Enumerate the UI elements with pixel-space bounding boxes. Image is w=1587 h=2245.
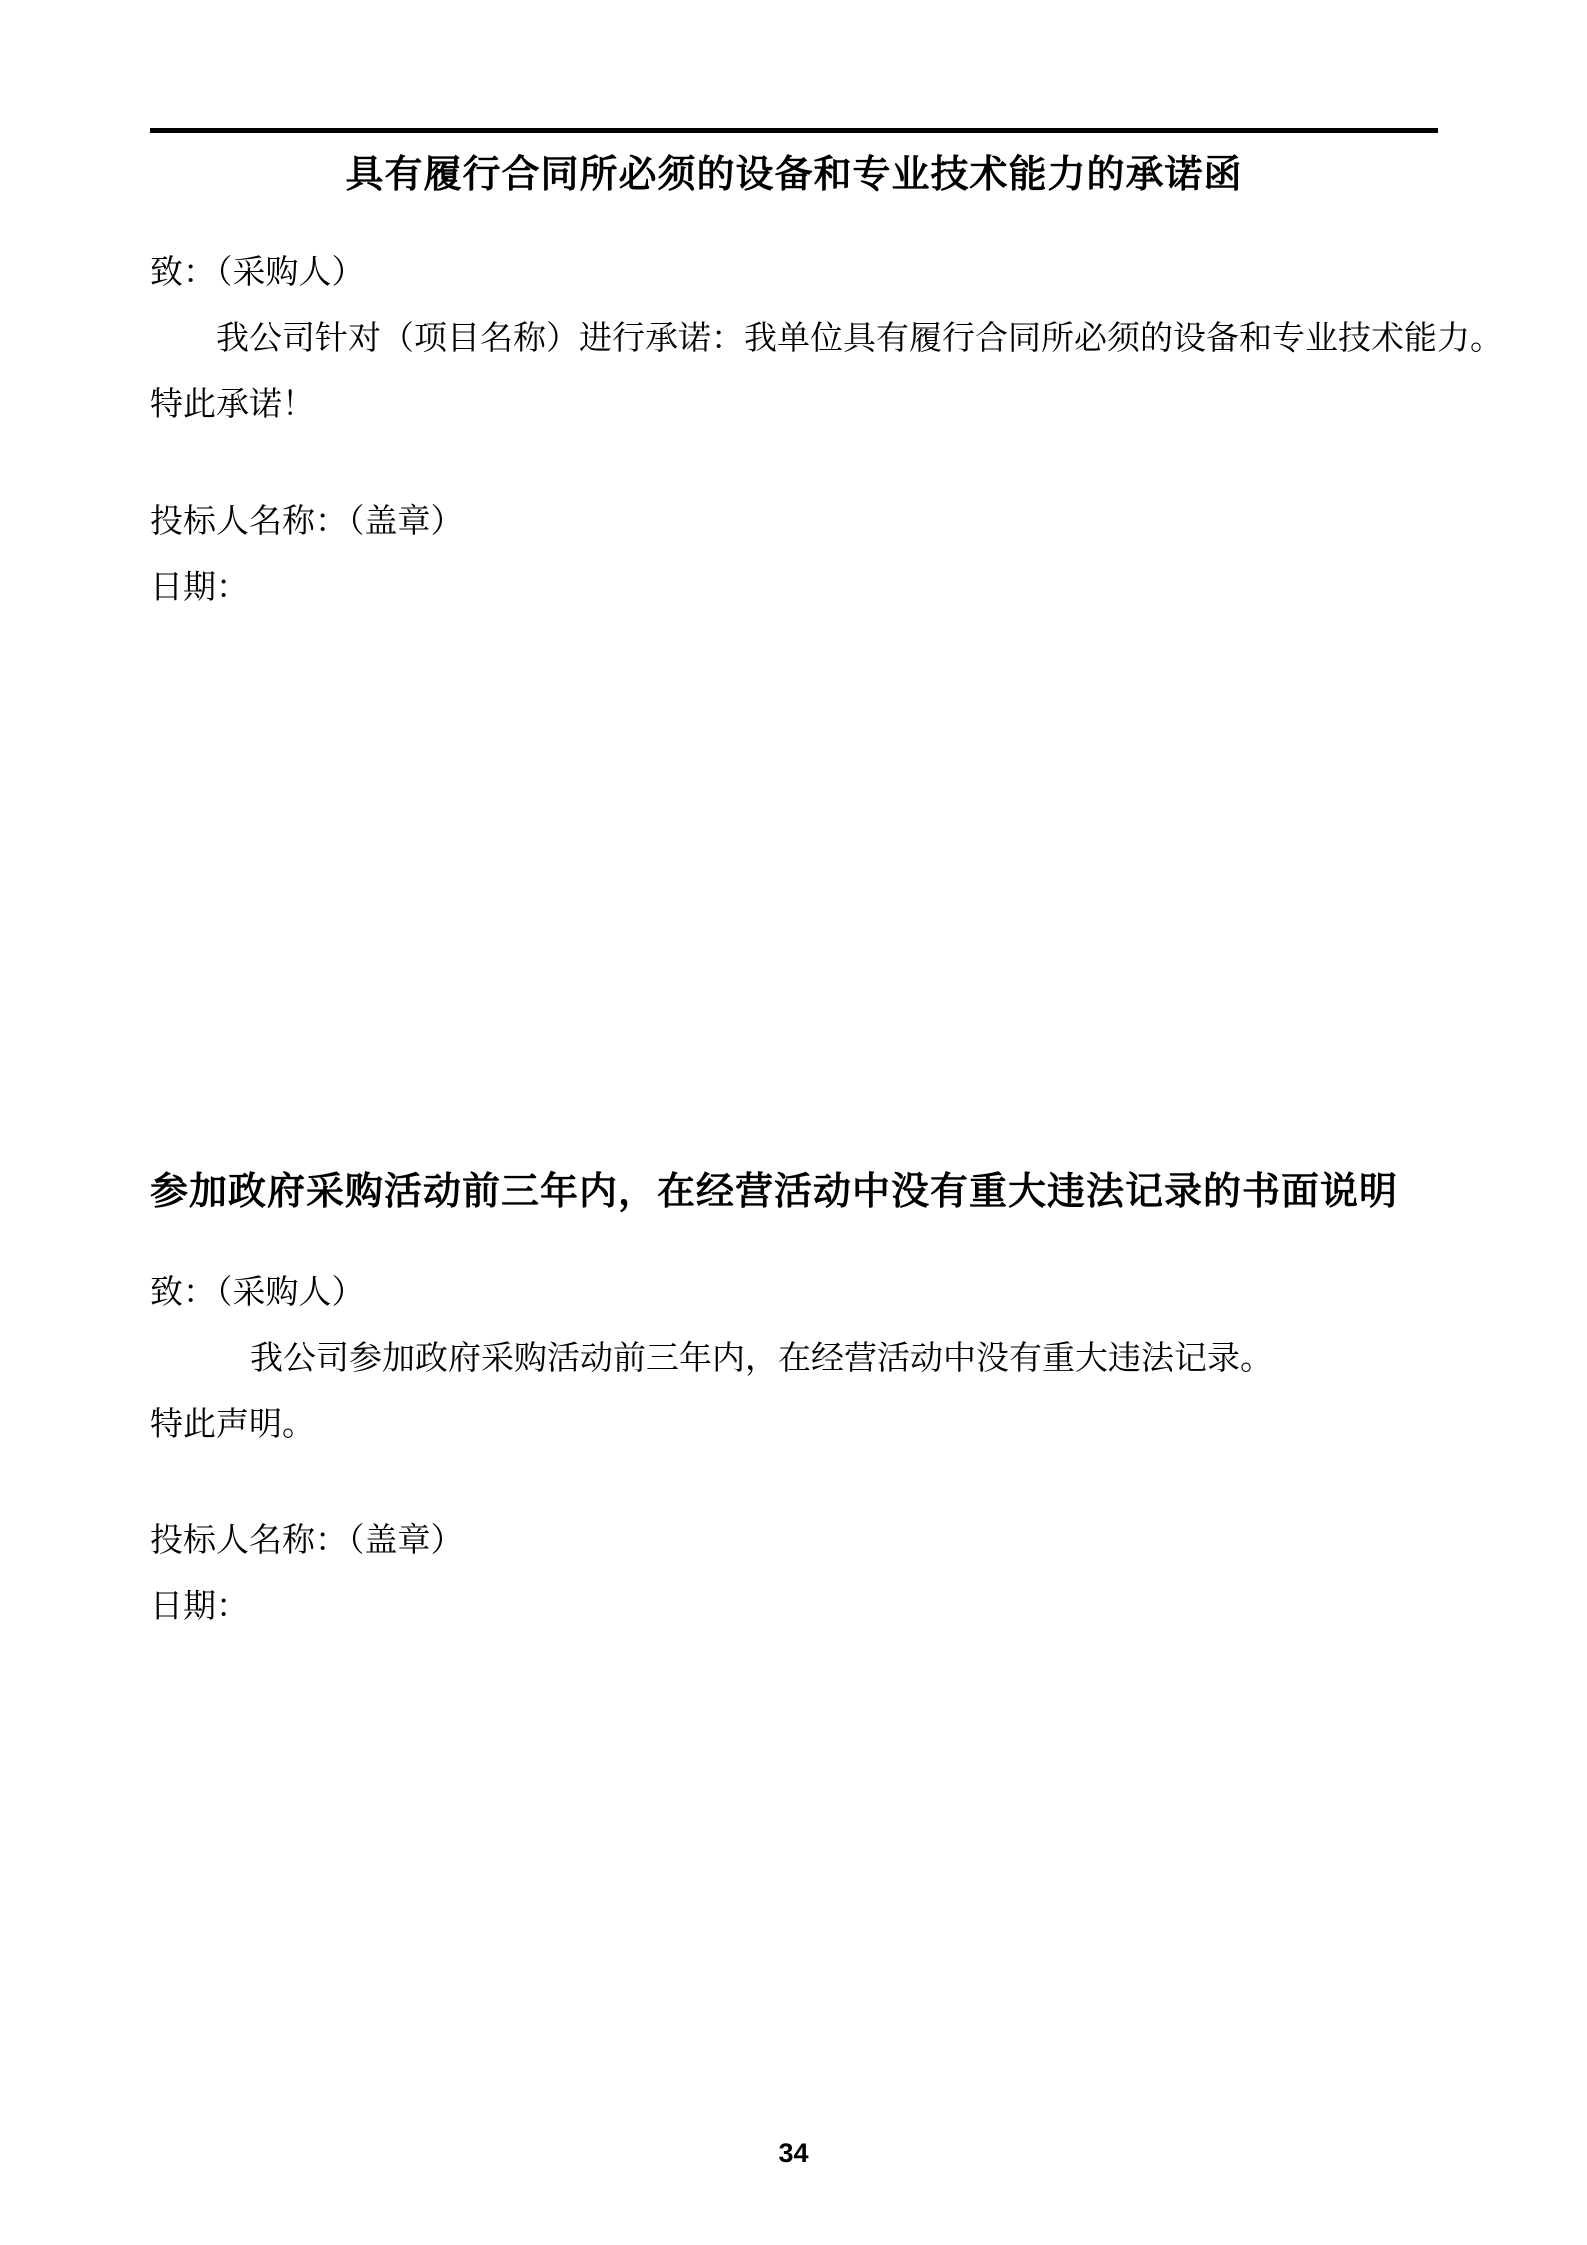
section2-bidder-name-label: 投标人名称：（盖章） (150, 1523, 464, 1559)
section2-salutation: 致：（采购人） (150, 1275, 365, 1311)
section2-title: 参加政府采购活动前三年内，在经营活动中没有重大违法记录的书面说明 (150, 1171, 1399, 1213)
section1-closing: 特此承诺！ (150, 387, 315, 423)
section2-body: 我公司参加政府采购活动前三年内，在经营活动中没有重大违法记录。 (250, 1341, 1273, 1377)
page-number: 34 (778, 2138, 809, 2168)
section2-date-label: 日期： (150, 1589, 249, 1625)
section1-title: 具有履行合同所必须的设备和专业技术能力的承诺函 (345, 154, 1243, 196)
section1-bidder-name-label: 投标人名称：（盖章） (150, 504, 464, 540)
section1-salutation: 致：（采购人） (150, 255, 365, 291)
section2-closing: 特此声明。 (150, 1407, 315, 1443)
header-rule (150, 128, 1438, 133)
section1-body: 我公司针对（项目名称）进行承诺：我单位具有履行合同所必须的设备和专业技术能力。 (216, 321, 1503, 357)
section1-date-label: 日期： (150, 570, 249, 606)
